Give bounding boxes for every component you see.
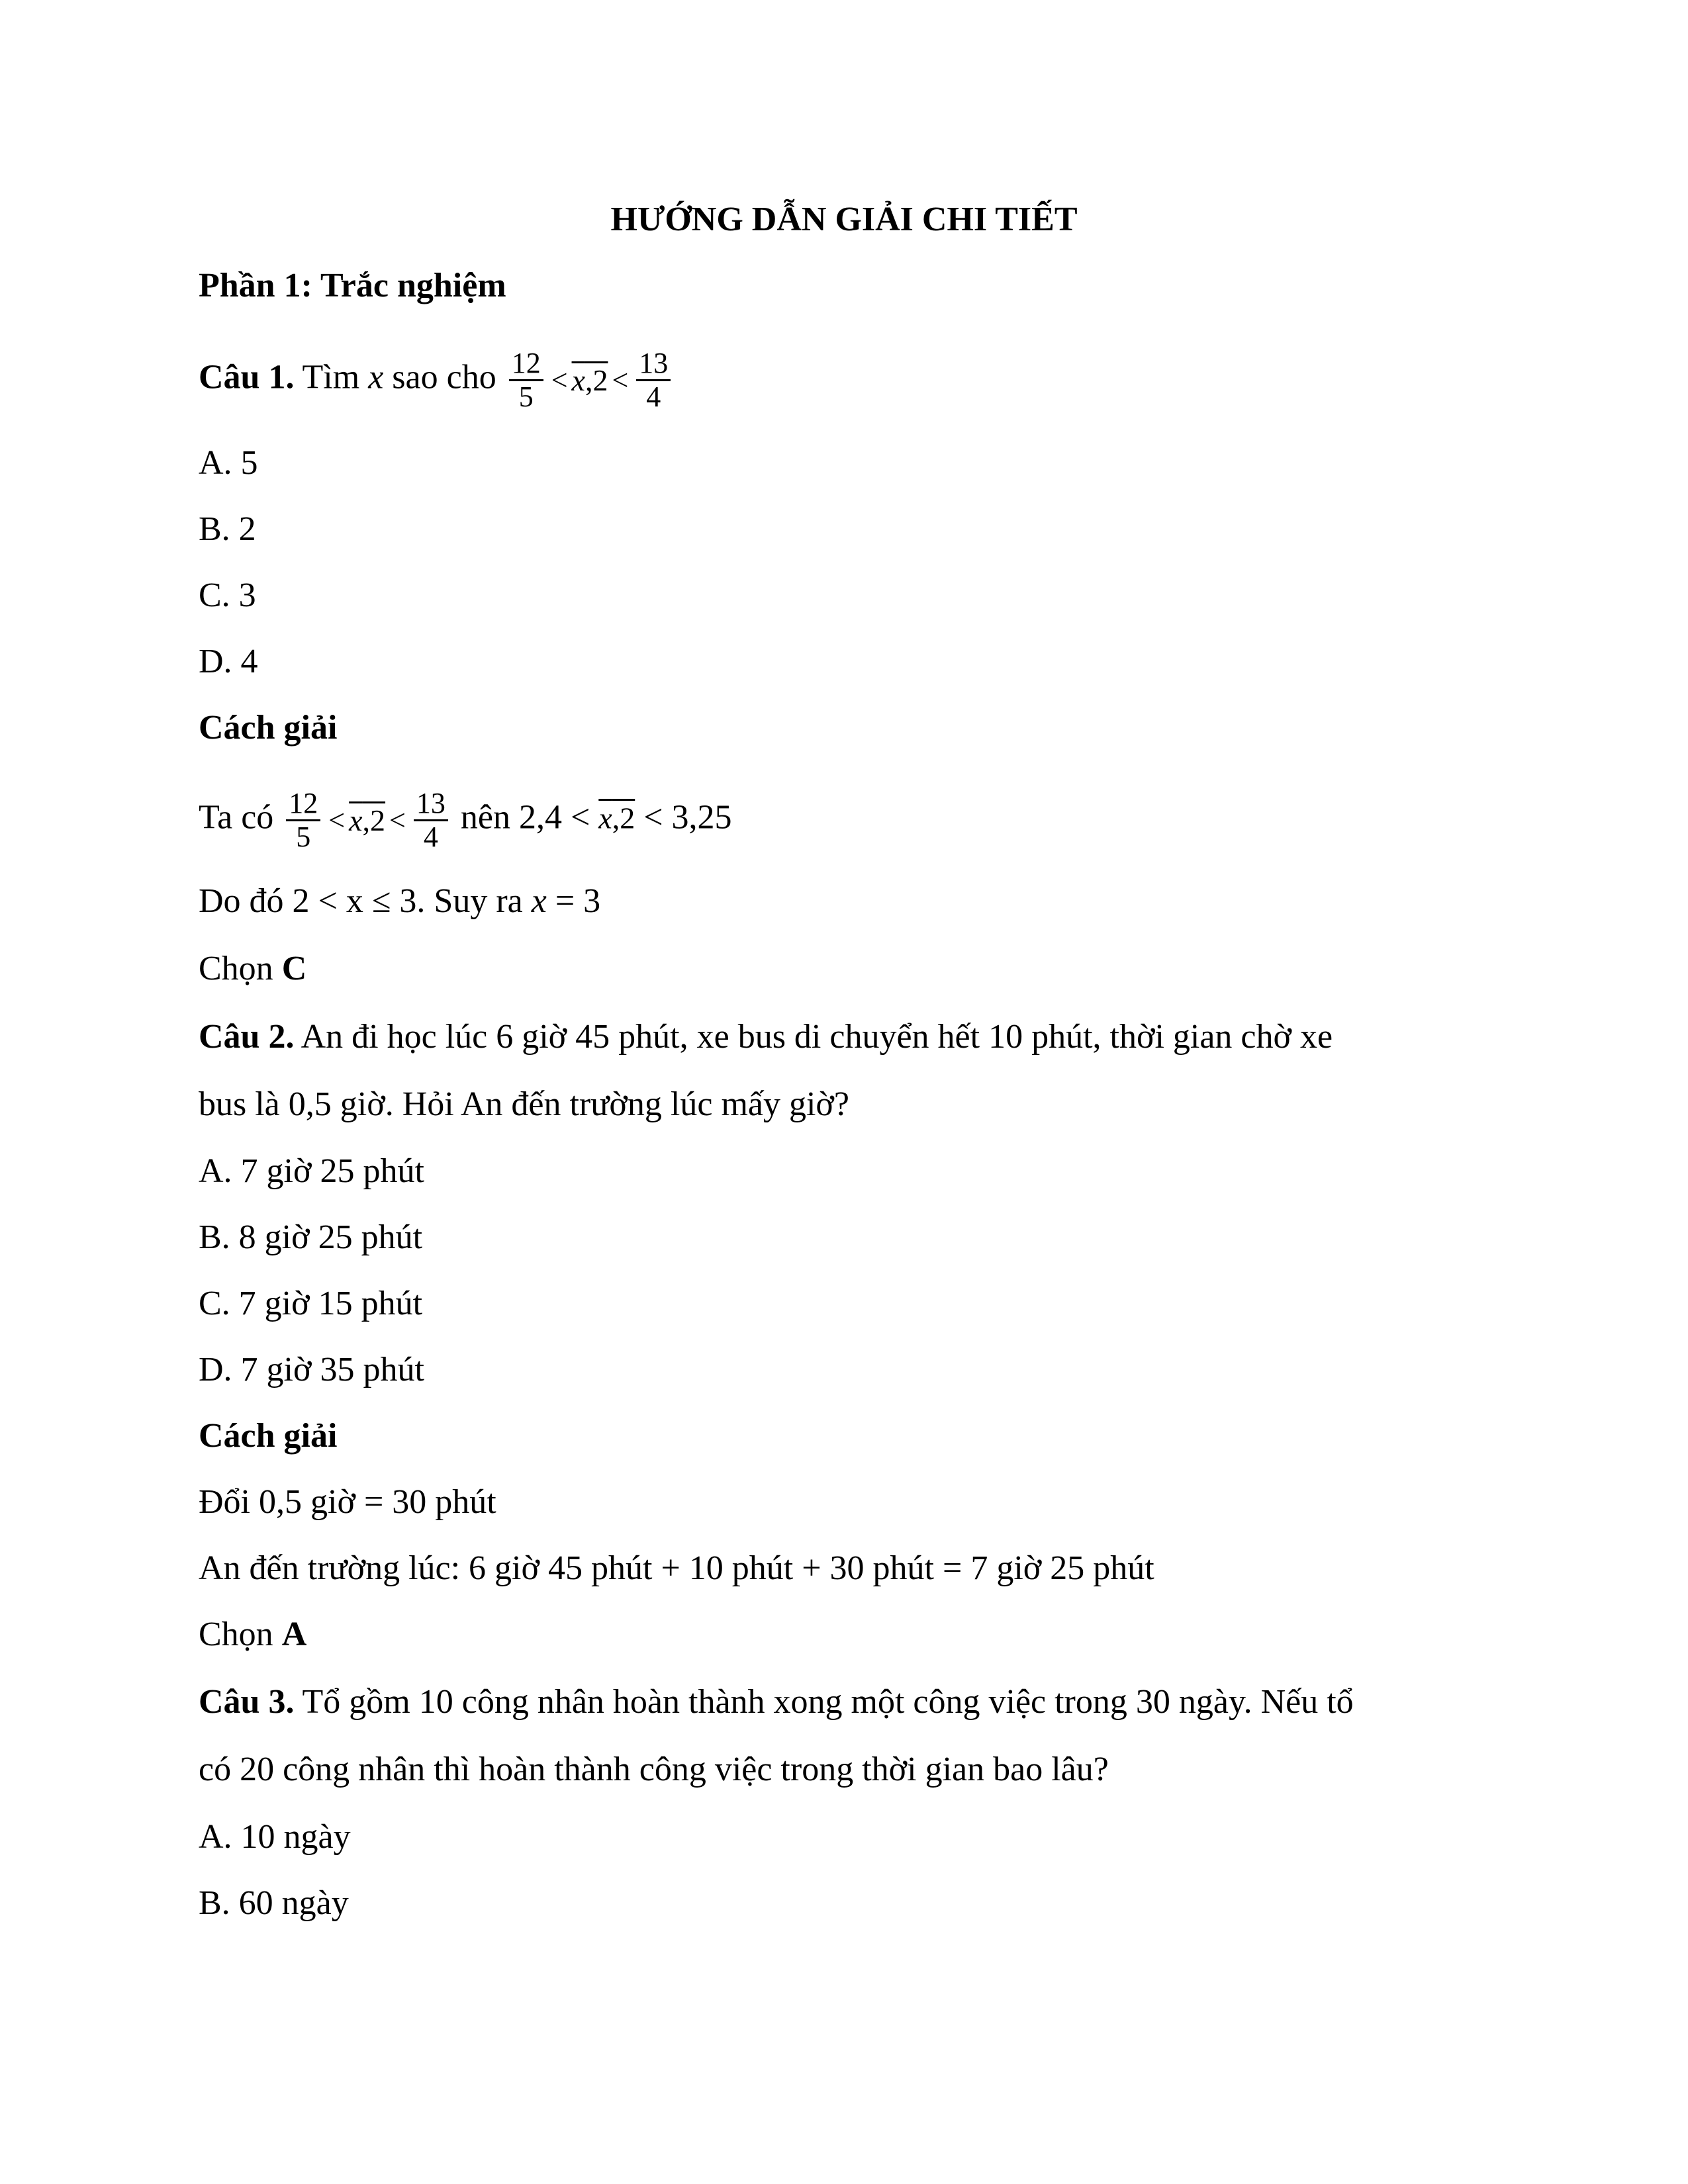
- fraction-12-5: $\frac{12}{5}$: [286, 788, 320, 853]
- inequality-expression: [505, 347, 675, 413]
- solution-heading: Cách giải: [199, 709, 338, 747]
- option-a: A. 10 ngày: [199, 1818, 351, 1856]
- part-heading: Phần 1: Trắc nghiệm: [199, 267, 506, 304]
- overline-number: x,2: [349, 803, 386, 837]
- solution-heading: Cách giải: [199, 1417, 338, 1455]
- question-1-label: Câu 1.: [199, 358, 295, 396]
- fraction-13-4: $\frac{13}{4}$: [414, 788, 448, 853]
- option-b: B. 2: [199, 510, 256, 548]
- answer-line: [199, 948, 306, 990]
- answer-letter: C: [281, 950, 307, 987]
- solution-line-2: An đến trường lúc: 6 giờ 45 phút + 10 phút + 30 phút = 7 giờ 25 phút: [199, 1549, 1154, 1587]
- question-3-text: Tổ gồm 10 công nhân hoàn thành xong một công việc trong 30 ngày. Nếu tổ: [294, 1683, 1354, 1721]
- question-2: [199, 1016, 1333, 1058]
- option-d: D. 4: [199, 643, 258, 680]
- inequality-expression: [282, 788, 452, 853]
- solution-line: [199, 788, 732, 853]
- fraction-12-5: $\frac{12}{5}$: [509, 347, 543, 413]
- question-3: [199, 1681, 1354, 1723]
- page-title: HƯỚNG DẪN GIẢI CHI TIẾT: [610, 201, 1078, 238]
- answer-prefix: Chọn: [199, 950, 282, 987]
- less-than: <: [389, 803, 406, 837]
- answer-line: [199, 1614, 306, 1656]
- variable-x: x: [368, 358, 384, 396]
- option-d: D. 7 giờ 35 phút: [199, 1351, 424, 1388]
- option-c: C. 3: [199, 576, 256, 614]
- fraction-13-4: $\frac{13}{4}$: [636, 347, 671, 413]
- less-than: <: [551, 363, 568, 396]
- solution-text: Ta có: [199, 798, 283, 837]
- question-3-line-2: có 20 công nhân thì hoàn thành công việc trong thời gian bao lâu?: [199, 1751, 1109, 1788]
- less-than: <: [612, 363, 629, 396]
- solution-text-2: = 3: [546, 882, 601, 920]
- question-3-label: Câu 3.: [199, 1683, 295, 1721]
- option-a: A. 7 giờ 25 phút: [199, 1152, 424, 1190]
- question-1: [199, 347, 675, 413]
- solution-line-2: [199, 880, 600, 923]
- overline-number: x,2: [598, 801, 635, 835]
- option-c: C. 7 giờ 15 phút: [199, 1285, 423, 1322]
- option-b: B. 8 giờ 25 phút: [199, 1218, 423, 1256]
- less-than: <: [328, 803, 346, 837]
- answer-prefix: Chọn: [199, 1615, 282, 1653]
- variable-x: x: [531, 882, 547, 920]
- question-2-label: Câu 2.: [199, 1018, 295, 1056]
- question-1-text-2: sao cho: [383, 358, 505, 396]
- solution-text-3: < 3,25: [635, 798, 732, 837]
- solution-line: Đổi 0,5 giờ = 30 phút: [199, 1483, 496, 1521]
- question-2-line-2: bus là 0,5 giờ. Hỏi An đến trường lúc mấy giờ?: [199, 1085, 849, 1123]
- overline-number: x,2: [571, 363, 608, 397]
- question-1-text: Tìm: [294, 358, 369, 396]
- option-b: B. 60 ngày: [199, 1884, 349, 1922]
- question-2-text: An đi học lúc 6 giờ 45 phút, xe bus di chuyển hết 10 phút, thời gian chờ xe: [294, 1018, 1333, 1056]
- solution-text: Do đó 2 < x ≤ 3. Suy ra: [199, 882, 532, 920]
- option-a: A. 5: [199, 444, 258, 482]
- answer-letter: A: [281, 1615, 307, 1653]
- solution-text-2: nên 2,4 <: [451, 798, 599, 837]
